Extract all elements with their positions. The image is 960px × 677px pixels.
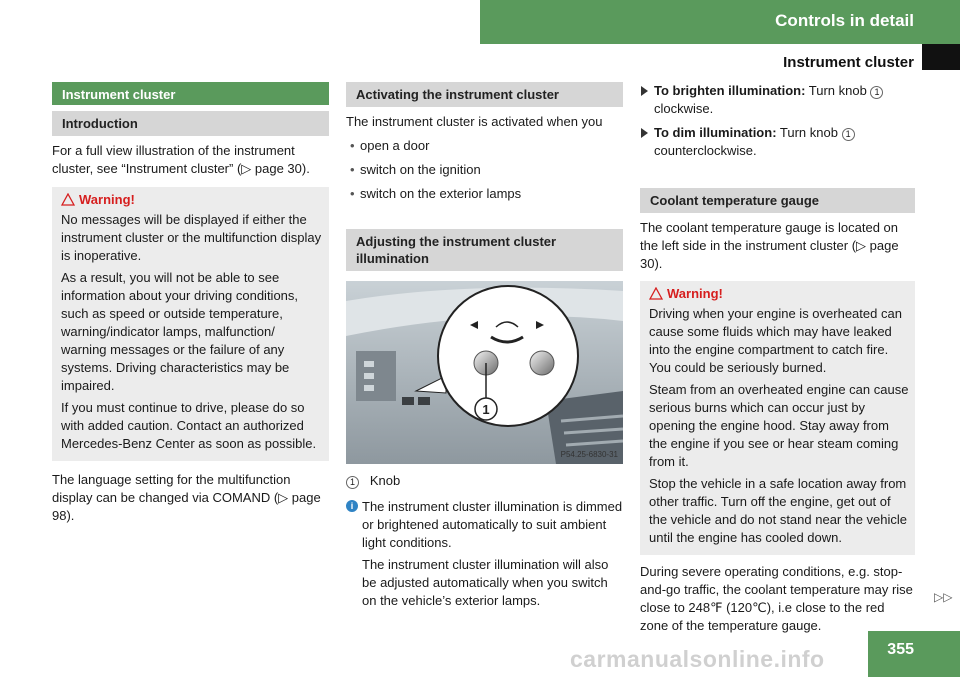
- list-item: • switch on the exterior lamps: [346, 185, 623, 203]
- warning-triangle-icon: [61, 193, 75, 206]
- warning-box-1: [52, 187, 329, 461]
- list-item: • switch on the ignition: [346, 161, 623, 179]
- illumination-steps: [640, 82, 915, 160]
- info-p2: The instrument cluster illumination will also be adjusted automatically when you switch on the vehicle’s exterior lamps.: [362, 557, 609, 608]
- warning-title: Warning!: [79, 192, 135, 207]
- warning-p2: As a result, you will not be able to see information about your driving conditions, such as speed or outside temperature, warning/indicator lamps, malfunction/ warning messages or the failure of any systems. Driving characteristics may be impaired.: [61, 270, 299, 393]
- caption-text: Knob: [369, 473, 401, 488]
- info-p1: The instrument cluster illumination is dimmed or brightened automatically to suit ambient light conditions.: [362, 499, 623, 550]
- column-3: [640, 82, 915, 635]
- step-label: To dim illumination:: [654, 125, 777, 140]
- info-icon: i: [346, 500, 358, 512]
- watermark: carmanualsonline.info: [570, 646, 825, 672]
- figure-code: P54.25-6830-31: [560, 450, 618, 459]
- adjust-heading: Adjusting the instrument cluster illumination: [346, 229, 623, 271]
- activation-list: [346, 137, 623, 203]
- warning-box-2: [640, 281, 915, 555]
- language-text: The language setting for the multifunction display can be changed via COMAND (▷ page 98).: [52, 472, 321, 523]
- page-number-box: [868, 631, 960, 677]
- dashboard-photo: [346, 281, 623, 464]
- column-2: [346, 82, 623, 610]
- section-title: Controls in detail: [775, 11, 914, 30]
- coolant-text: The coolant temperature gauge is located on the left side in the instrument cluster (▷ page 30).: [640, 220, 899, 271]
- warning-heading: [61, 191, 323, 209]
- continue-marker: ▷▷: [934, 590, 953, 604]
- step-label: To brighten illumination:: [654, 83, 806, 98]
- callout-number: 1: [346, 476, 359, 489]
- header-bar: [480, 0, 960, 44]
- coolant-heading: Coolant temperature gauge: [640, 188, 915, 213]
- activating-intro: The instrument cluster is activated when you: [346, 114, 603, 129]
- step-text: Turn knob: [805, 83, 871, 98]
- warning-triangle-icon: [649, 287, 663, 300]
- step-arrow-icon: [641, 86, 648, 96]
- figure-callout-1: 1: [482, 402, 490, 417]
- callout-number: 1: [870, 86, 883, 99]
- warning-title: Warning!: [667, 286, 723, 301]
- main-heading: Instrument cluster: [52, 82, 329, 105]
- step-text: counterclockwise.: [654, 143, 757, 158]
- info-note: [346, 498, 623, 610]
- figure-caption: [346, 472, 623, 490]
- warning-heading: [649, 285, 909, 303]
- thumb-tab: [922, 44, 960, 70]
- severe-conditions-text: During severe operating conditions, e.g. stop-and-go traffic, the coolant temperature may rise close to 248℉ (120℃), i.e close to the red zone of the temperature gauge.: [640, 564, 913, 633]
- step-text: clockwise.: [654, 101, 714, 116]
- warning-p3: Stop the vehicle in a safe location away from other traffic. Turn off the engine, get out of the vehicle and do not stand near the vehicle until the engine has cooled down.: [649, 476, 908, 545]
- warning-p3: If you must continue to drive, please do so with added caution. Contact an authorized Mercedes-Benz Center as soon as possible.: [61, 400, 317, 451]
- step-arrow-icon: [641, 128, 648, 138]
- step-brighten: [640, 82, 915, 118]
- warning-p1: Driving when your engine is overheated can cause some fluids which may have leaked into the engine compartment to catch fire. You could be seriously burned.: [649, 306, 902, 375]
- step-dim: [640, 124, 915, 160]
- intro-text: For a full view illustration of the instrument cluster, see “Instrument cluster” (▷ page 30).: [52, 143, 310, 176]
- knob-illustration: [346, 281, 623, 464]
- step-text: Turn knob: [776, 125, 842, 140]
- intro-heading: Introduction: [52, 111, 329, 136]
- warning-p1: No messages will be displayed if either the instrument cluster or the multifunction display is inoperative.: [61, 212, 322, 263]
- list-item: • open a door: [346, 137, 623, 155]
- callout-number: 1: [842, 128, 855, 141]
- subsection-title: Instrument cluster: [783, 54, 914, 71]
- activating-heading: Activating the instrument cluster: [346, 82, 623, 107]
- column-1: [52, 82, 329, 525]
- page-number: 355: [887, 641, 914, 658]
- warning-p2: Steam from an overheated engine can cause serious burns which can occur just by opening the engine hood. Stay away from the engine if you see or hear steam coming from it.: [649, 382, 909, 469]
